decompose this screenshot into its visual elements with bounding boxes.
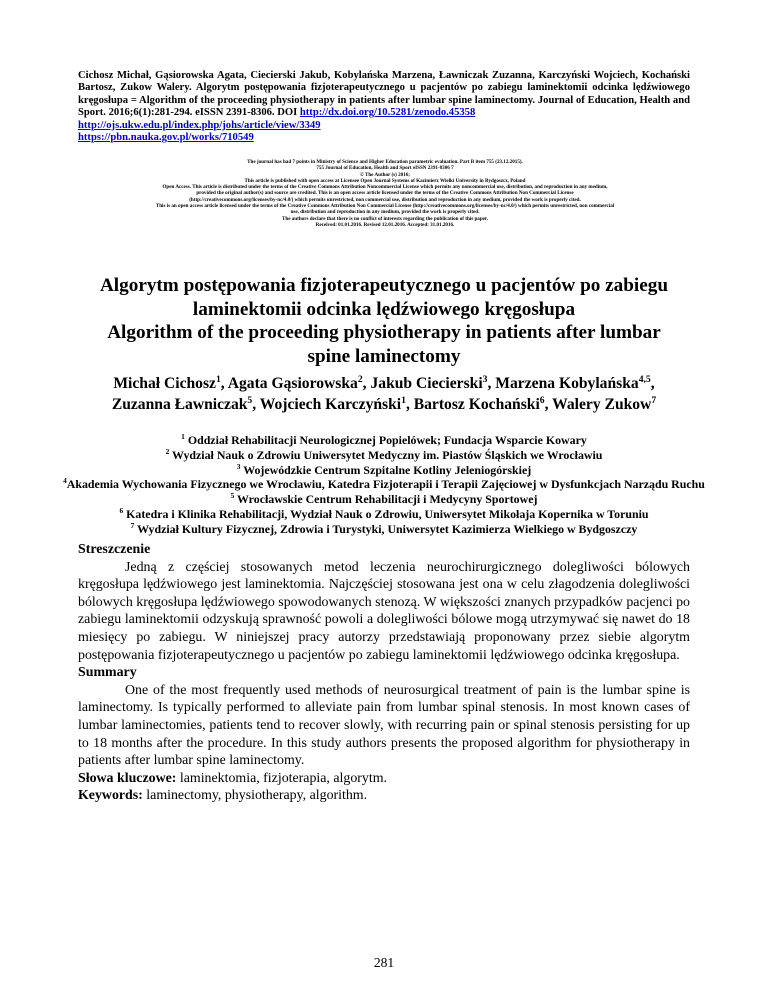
author-affiliation-mark: 6 [539, 394, 545, 406]
license-line: use, distribution and reproduction in any medium, provided the work is properly cited. [290, 209, 480, 216]
keywords-polish [78, 770, 690, 788]
author-name: Walery Zukow [552, 396, 652, 413]
affiliation-text: Akademia Wychowania Fizycznego we Wrocławiu, Katedra Fizjoterapii i Terapii Zajęciowej w Dysfunkcjach Narządu Ruchu [66, 477, 705, 492]
citation-block [78, 70, 690, 144]
author-separator: , [650, 375, 655, 392]
affiliation-item [62, 463, 706, 478]
license-line: This article is published with open access at Licensee Open Journal Systems of Kazimierz Wielki University in Bydgoszcz, Poland [244, 177, 526, 184]
title-polish: Algorytm postępowania fizjoterapeutycznego u pacjentów po zabiegu laminektomii odcinka lędźwiowego kręgosłupa [99, 275, 669, 320]
keywords-english [78, 787, 690, 805]
abstract-heading-polish: Streszczenie [78, 542, 151, 557]
affiliation-item [62, 433, 706, 448]
affiliation-text: Oddział Rehabilitacji Neurologicznej Popielówek; Fundacja Wsparcie Kowary [184, 433, 587, 447]
affiliation-number: 5 [230, 491, 235, 501]
author-separator: , [544, 396, 553, 413]
author-affiliation-mark: 2 [357, 373, 363, 385]
abstract-section [78, 541, 690, 805]
abstract-text-english: One of the most frequently used methods of neurosurgical treatment of pain is the lumbar spine is laminectomy. Is typically performed to alleviate pain from lumbar spinal stenosis. In most known cases of lumbar laminectomies, patients tend to recover slowly, with recurring pain or spinal stenosis persisting for up to 18 months after the procedure. In this study authors presents the proposed algorithm for physiotherapy in patients after lumbar spine laminectomy. [78, 682, 690, 769]
license-line: Open Access. This article is distributed under the terms of the Creative Commons Attribution Noncommercial License which permits any noncommercial use, distribution, and reproduction in any medium, [162, 184, 608, 191]
author-separator: , [405, 396, 414, 413]
citation-text: Cichosz Michał, Gąsiorowska Agata, Ciecierski Jakub, Kobylańska Marzena, Ławniczak Zuzanna, Karczyński Wojciech, Kochański Bartosz, Zukow Walery. Algorytm postępowania fizjoterapeutycznego u pacjentów po zabiegu laminektomii odcinka lędźwiowego kręgosłupa = Algorithm of the proceeding physiotherapy in patients after lumbar spine laminectomy. Journal of Education, Health and Sport. 2016;6(1):281-294. eISSN 2391-8306. DOI [78, 70, 690, 119]
author-name: Agata Gąsiorowska [227, 375, 358, 392]
affiliation-item [62, 492, 706, 507]
affiliation-item [62, 507, 706, 522]
affiliation-list [62, 433, 706, 537]
author-affiliation-mark: 1 [215, 373, 221, 385]
author-affiliation-mark: 7 [651, 394, 657, 406]
affiliation-item [62, 448, 706, 463]
author-affiliation-mark: 4,5 [638, 373, 651, 385]
affiliation-text: Wojewódzkie Centrum Szpitalne Kotliny Jeleniogórskiej [240, 462, 532, 477]
author-list [88, 373, 680, 415]
author-name: Zuzanna Ławniczak [111, 396, 248, 413]
license-line: 755 Journal of Education, Health and Sport eISSN 2391-8306 7 [316, 165, 454, 172]
affiliation-text: Katedra i Klinika Rehabilitacji, Wydział Nauk o Zdrowiu, Uniwersytet Mikołaja Kopernika w Toruniu [123, 506, 649, 521]
affiliation-text: Wydział Nauk o Zdrowiu Uniwersytet Medyczny im. Piastów Śląskich we Wrocławiu [169, 447, 603, 462]
affiliation-number: 1 [181, 432, 185, 442]
author-name: Wojciech Karczyński [259, 396, 402, 413]
journal-article-link[interactable]: http://ojs.ukw.edu.pl/index.php/johs/article/view/3349 [78, 119, 321, 131]
keywords-english-values: laminectomy, physiotherapy, algorithm. [142, 788, 368, 804]
author-name: Bartosz Kochański [413, 396, 540, 413]
author-name: Marzena Kobylańska [495, 375, 639, 392]
keywords-polish-values: laminektomia, fizjoterapia, algorytm. [176, 770, 387, 786]
license-line: (http://creativecommons.org/licenses/by-nc/4.0/) which permits unrestricted, non commercial use, distribution and reproduction in any medium, provided the work is properly cited. [189, 196, 581, 203]
author-name: Jakub Ciecierski [370, 375, 483, 392]
page-number: 281 [373, 955, 395, 970]
paper-title [88, 274, 680, 368]
title-english: Algorithm of the proceeding physiotherapy in patients after lumbar spine laminectomy [107, 322, 661, 367]
author-separator: , [252, 396, 260, 413]
license-line: © The Author (s) 2016; [359, 171, 411, 178]
author-affiliation-mark: 5 [247, 394, 253, 406]
affiliation-number: 6 [119, 506, 124, 516]
license-line: Received: 01.01.2016. Revised 12.01.2016. Accepted: 31.01.2016. [315, 221, 455, 228]
affiliation-item [62, 522, 706, 537]
license-line: The journal has had 7 points in Ministry of Science and Higher Education parametric evaluation. Part B item 755 (23.12.2015). [247, 159, 523, 165]
author-separator: , [362, 375, 371, 392]
affiliation-number: 4 [63, 476, 67, 486]
affiliation-text: Wydział Kultury Fizycznej, Zdrowia i Turystyki, Uniwersytet Kazimierza Wielkiego w Bydgoszczy [134, 521, 638, 536]
abstract-heading-english: Summary [78, 665, 137, 681]
abstract-text-polish: Jedną z częściej stosowanych metod leczenia neurochirurgicznego dolegliwości bólowych kręgosłupa lędźwiowego jest laminektomia. Najczęściej stosowana jest ona w celu złagodzenia dolegliwości bólowych kręgosłupa lędźwiowego spowodowanych stenozą. W większości znanych przypadków pacjenci po zabiegu laminektomii odzyskują sprawność powoli a dolegliwości bólowe mogą utrzymywać się nawet do 18 miesięcy po zabiegu. W niniejszej pracy autorzy przedstawiają proponowany przez siebie algorytm postępowania fizjoterapeutycznego u pacjentów po zabiegu laminektomii lędźwiowego odcinka kręgosłupa. [78, 559, 690, 663]
author-name: Michał Cichosz [113, 375, 216, 392]
license-notice [60, 159, 710, 228]
doi-link[interactable]: http://dx.doi.org/10.5281/zenodo.45358 [299, 107, 476, 119]
affiliation-number: 7 [130, 520, 135, 530]
author-affiliation-mark: 3 [482, 373, 488, 385]
keywords-english-label: Keywords: [78, 788, 143, 804]
author-separator: , [487, 375, 496, 392]
keywords-polish-label: Słowa kluczowe: [78, 770, 177, 786]
affiliation-number: 3 [236, 461, 241, 471]
affiliation-item [62, 477, 706, 492]
author-affiliation-mark: 1 [401, 394, 406, 406]
license-line: provided the original author(s) and source are credited. This is an open access article licensed under the terms of the Creative Commons Attribution Non Commercial License [196, 190, 574, 197]
pbn-works-link[interactable]: https://pbn.nauka.gov.pl/works/710549 [78, 132, 254, 144]
affiliation-text: Wrocławskie Centrum Rehabilitacji i Medycyny Sportowej [234, 492, 538, 507]
license-line: This is an open access article licensed under the terms of the Creative Commons Attribution Non Commercial License (http://creativecommons.org/licenses/by-nc/4.0/) which permits unrestricted, non commercial [155, 203, 615, 210]
affiliation-number: 2 [165, 446, 170, 456]
author-separator: , [220, 375, 228, 392]
license-line: The authors declare that there is no conflict of interests regarding the publication of this paper. [281, 215, 488, 222]
